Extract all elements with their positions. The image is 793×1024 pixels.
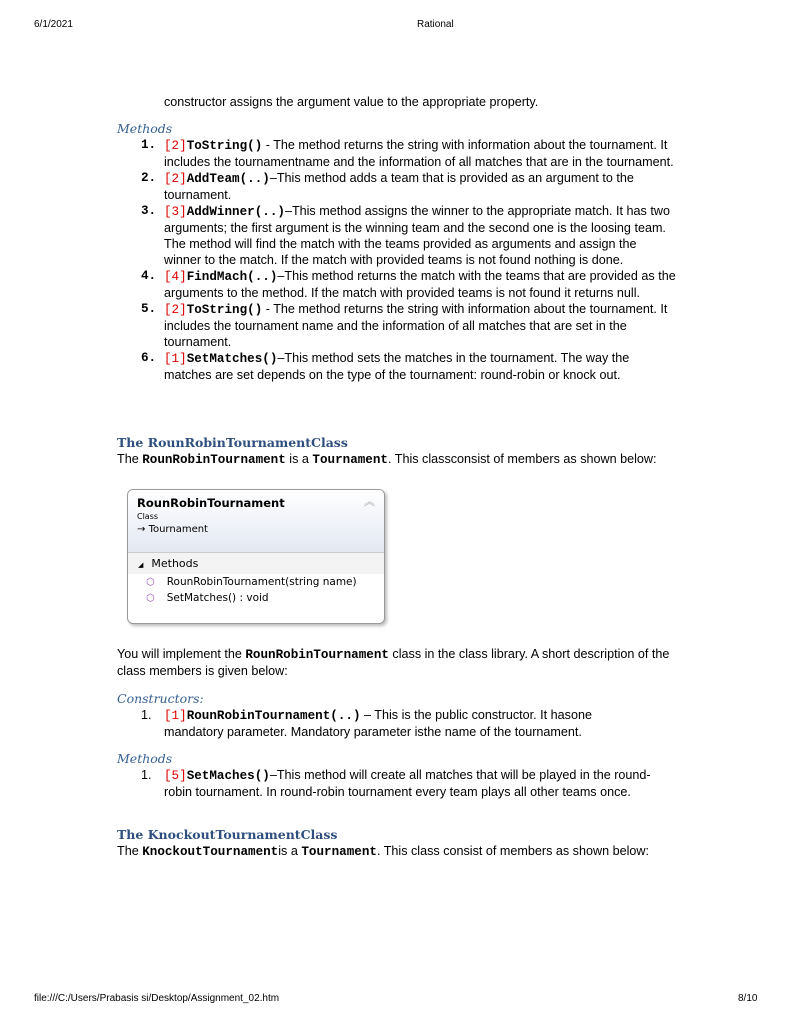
mark-tag: [4] (164, 270, 187, 284)
text: is a (285, 452, 313, 466)
mark-tag: [2] (164, 172, 187, 186)
list-item (117, 137, 677, 170)
class-kind: Class (137, 512, 159, 521)
methods-heading: Methods (117, 121, 173, 136)
item-number: 1. (141, 768, 152, 782)
member-code: RounRobinTournament(..) (186, 709, 361, 723)
methods-heading: Methods (117, 751, 173, 766)
print-date: 6/1/2021 (34, 19, 73, 30)
item-text: –This method will create all matches that will be played in the round-robin tournament. In round-robin tournament every team plays all other teams once. (164, 768, 651, 799)
methods-compartment-header[interactable] (128, 553, 384, 574)
method-icon: ⬡ (146, 577, 155, 588)
item-number: 6. (141, 351, 157, 365)
rr-methods-section (117, 751, 687, 800)
text: class in the class library. A short description of the class members is given below: (117, 647, 670, 678)
code: Tournament (312, 453, 388, 467)
item-number: 1. (141, 138, 157, 152)
mark-tag: [5] (164, 769, 187, 783)
list-item (117, 203, 677, 268)
member-row (128, 590, 384, 606)
file-path: file:///C:/Users/Prabasis si/Desktop/Assignment_02.htm (34, 993, 280, 1004)
section-label: Methods (151, 557, 199, 570)
item-text: –This method returns the match with the teams that are provided as the arguments to the method. If the match with provided teams is not found it returns null. (164, 269, 676, 300)
print-title: Rational (417, 19, 454, 30)
item-text: –This method adds a team that is provided as an argument to the tournament. (164, 171, 634, 202)
constructors-section (117, 691, 687, 740)
item-number: 3. (141, 204, 157, 218)
page-number: 8/10 (738, 993, 758, 1004)
collapse-icon[interactable]: ︽ (364, 495, 375, 508)
inherit-arrow-icon: → (137, 524, 149, 535)
list-item (117, 350, 677, 383)
rr-intro (117, 451, 687, 468)
member-label: SetMatches() : void (166, 592, 269, 604)
mark-tag: [1] (164, 352, 187, 366)
rr-heading: The RounRobinTournamentClass (117, 435, 348, 450)
item-text: –This method sets the matches in the tournament. The way the matches are set depends on the type of the tournament: round-robin or knock out. (164, 351, 630, 382)
code: RounRobinTournament (142, 453, 286, 467)
list-item (117, 301, 677, 350)
item-text: –This method assigns the winner to the appropriate match. It has two arguments; the first argument is the winning team and the second one is the loosing team. The method will find the match with the teams provided as arguments and assign the winner to the match. If the match with provided teams is not found nothing is done. (164, 204, 670, 267)
ko-intro (117, 843, 687, 860)
constructors-heading: Constructors: (117, 691, 204, 706)
member-code: SetMatches() (186, 352, 278, 366)
text: The (117, 844, 143, 858)
method-icon: ⬡ (146, 593, 155, 604)
item-number: 5. (141, 302, 157, 316)
member-code: ToString() (186, 303, 263, 317)
ko-section (117, 827, 687, 860)
member-code: ToString() (186, 139, 263, 153)
member-label: RounRobinTournament(string name) (166, 576, 357, 588)
text: You will implement the (117, 647, 246, 661)
list-item (117, 707, 617, 740)
item-text: - The method returns the string with information about the tournament. It includes the tournamentname and the information of all matches that are in the tournament. (164, 138, 674, 169)
item-text: – This is the public constructor. It hasone mandatory parameter. Mandatory parameter isthe name of the tournament. (164, 708, 592, 739)
mark-tag: [2] (164, 303, 187, 317)
text: The (117, 452, 143, 466)
member-row (128, 574, 384, 590)
code: Tournament (301, 845, 377, 859)
code: KnockoutTournament (142, 845, 279, 859)
text: . This classconsist of members as shown below: (387, 452, 657, 466)
class-name: RounRobinTournament (137, 496, 285, 510)
item-number: 4. (141, 269, 157, 283)
member-code: AddWinner(..) (186, 205, 285, 219)
intro-text: constructor assigns the argument value to the appropriate property. (164, 95, 539, 109)
member-code: SetMaches() (186, 769, 270, 783)
text: . This class consist of members as shown below: (376, 844, 649, 858)
list-item (117, 767, 677, 800)
base-class (137, 524, 375, 535)
methods-section (117, 121, 687, 383)
item-number: 1. (141, 708, 152, 722)
mark-tag: [2] (164, 139, 187, 153)
code: RounRobinTournament (245, 648, 389, 662)
rr-section (117, 435, 687, 468)
expand-triangle-icon: ◢ (138, 561, 144, 569)
list-item (117, 170, 677, 203)
ko-heading: The KnockoutTournamentClass (117, 827, 338, 842)
member-code: AddTeam(..) (186, 172, 270, 186)
text: is a (278, 844, 302, 858)
item-number: 2. (141, 171, 157, 185)
rr-description (117, 646, 677, 679)
item-text: - The method returns the string with information about the tournament. It includes the tournament name and the information of all matches that are set in the tournament. (164, 302, 668, 349)
base-name: Tournament (148, 524, 208, 535)
member-code: FindMach(..) (186, 270, 278, 284)
list-item (117, 268, 677, 301)
mark-tag: [1] (164, 709, 187, 723)
mark-tag: [3] (164, 205, 187, 219)
class-diagram (127, 489, 385, 624)
